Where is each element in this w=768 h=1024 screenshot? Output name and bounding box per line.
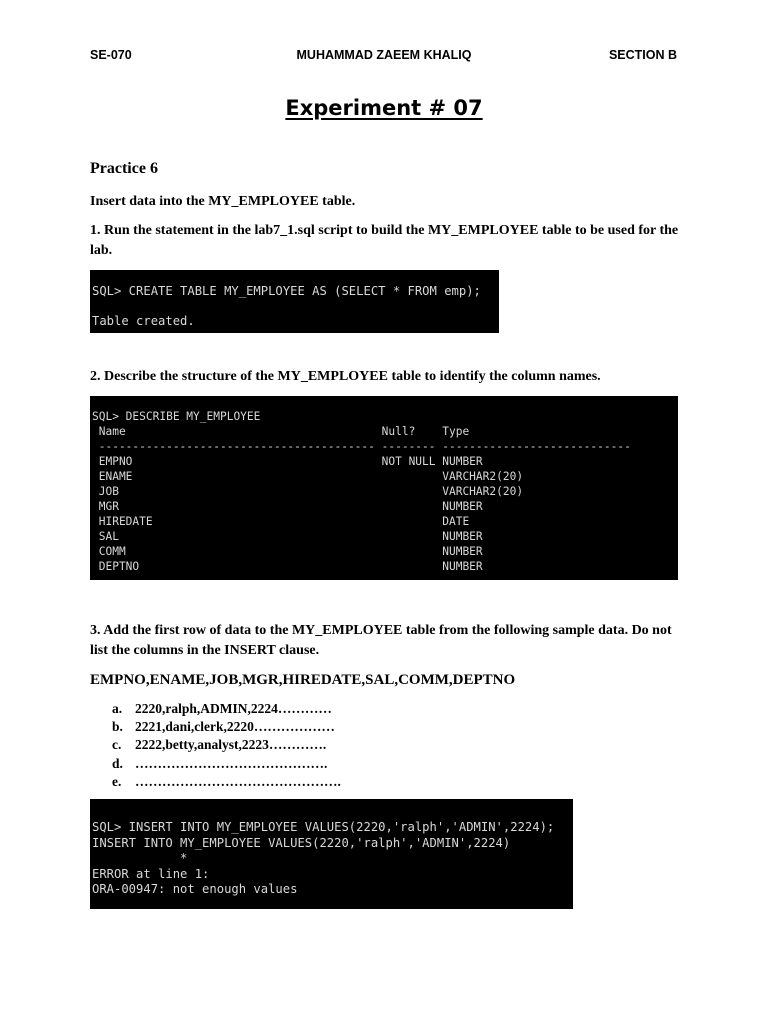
page-title-text: Experiment # 07 — [285, 96, 483, 120]
question-3: 3. Add the first row of data to the MY_EMPLOYEE table from the following sample data. Do not list the columns in the INSERT clause. — [90, 623, 672, 658]
list-item: e. ………………………………………. — [112, 773, 341, 789]
header-course-code: SE-070 — [90, 48, 132, 62]
terminal-create-table — [90, 270, 499, 333]
page-title — [0, 96, 768, 120]
terminal-insert — [90, 799, 573, 909]
terminal-command: SQL> CREATE TABLE MY_EMPLOYEE AS (SELECT * FROM emp); — [92, 284, 481, 298]
terminal-output: Table created. — [92, 314, 195, 328]
intro-text: Insert data into the MY_EMPLOYEE table. — [90, 194, 356, 209]
question-2: 2. Describe the structure of the MY_EMPLOYEE table to identify the column names. — [90, 369, 601, 384]
header-student-name: MUHAMMAD ZAEEM KHALIQ — [296, 48, 472, 62]
terminal-describe — [90, 396, 678, 580]
terminal-describe-output: SQL> DESCRIBE MY_EMPLOYEE Name Null? Type ----------------------------------------- -------- ---------------------------- EMPNO NOT NULL NUMBER ENAME VARCHAR2(20) JOB VARCHAR2(20) MGR NUMBER HIREDATE DATE SAL NUMBER COMM NUMBER DEPTNO NUMBER — [92, 410, 631, 573]
question-1: 1. Run the statement in the lab7_1.sql script to build the MY_EMPLOYEE table to be used for the lab. — [90, 223, 679, 258]
list-item: c. 2222,betty,analyst,2223…………. — [112, 737, 327, 753]
terminal-insert-output: SQL> INSERT INTO MY_EMPLOYEE VALUES(2220,'ralph','ADMIN',2224); INSERT INTO MY_EMPLOYEE VALUES(2220,'ralph','ADMIN',2224) * ERROR at line 1: ORA-00947: not enough values — [92, 820, 555, 897]
practice-heading: Practice 6 — [90, 160, 158, 177]
list-item: d. ……………………………………. — [112, 755, 328, 771]
header-section: SECTION B — [608, 48, 677, 62]
list-item: a. 2220,ralph,ADMIN,2224………… — [112, 701, 332, 716]
list-item: b. 2221,dani,clerk,2220……………… — [112, 719, 335, 735]
sample-data-list — [112, 700, 341, 791]
columns-line: EMPNO,ENAME,JOB,MGR,HIREDATE,SAL,COMM,DEPTNO — [90, 672, 516, 688]
